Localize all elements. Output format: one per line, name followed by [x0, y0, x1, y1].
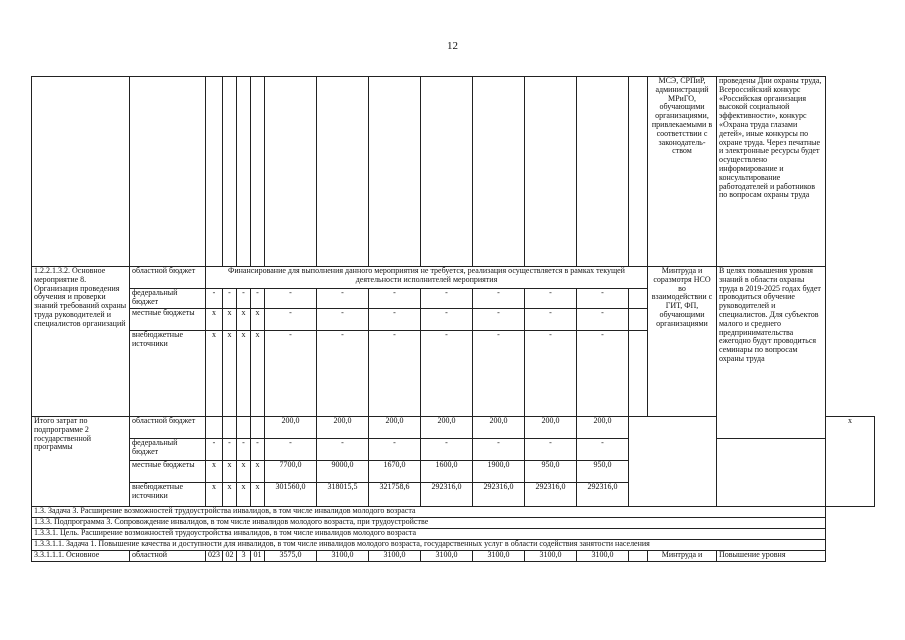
section-heading: 1.3.3. Подпрограмма 3. Сопровождение инвалидов, в том числе инвалидов молодого возраста, при трудоустройстве [32, 518, 826, 529]
value-cell: - [265, 439, 317, 461]
value-cell: 200,0 [265, 417, 317, 439]
value-cell: - [317, 331, 369, 417]
value-cell: 3100,0 [317, 551, 369, 562]
table-row [32, 461, 875, 483]
code-cell: х [223, 309, 237, 331]
value-cell: 7700,0 [265, 461, 317, 483]
value-cell: - [577, 331, 629, 417]
value-cell: 9000,0 [317, 461, 369, 483]
section-row [32, 529, 875, 540]
value-cell: - [265, 331, 317, 417]
code-cell: 3 [237, 551, 251, 562]
code-cell: х [206, 309, 223, 331]
code-cell: х [223, 483, 237, 507]
value-cell: 1600,0 [421, 461, 473, 483]
code-cell: х [251, 461, 265, 483]
code-cell: 023 [206, 551, 223, 562]
value-cell: - [421, 309, 473, 331]
value-cell: 292316,0 [577, 483, 629, 507]
section-heading: 1.3.3.1.1. Задача 1. Повышение качества и доступности для инвалидов, в том числе инвалидов молодого возраста, государственных услуг в области содействия занятости населения [32, 540, 826, 551]
code-cell: х [237, 331, 251, 417]
value-cell: 321758,6 [369, 483, 421, 507]
value-cell: - [421, 331, 473, 417]
value-cell: 200,0 [577, 417, 629, 439]
value-cell: 950,0 [525, 461, 577, 483]
financing-note: Финансирование для выполнения данного мероприятия не требуется, реализация осуществляется в рамках текущей деятельности исполнителей мероприятия [206, 267, 648, 289]
executors-cell: Минтруда и соразмотря НСО во взаимодействии с ГИТ, ФП, обучающими организациями [648, 267, 717, 417]
value-cell: - [525, 331, 577, 417]
source-cell: областной [130, 551, 206, 562]
source-cell: местные бюджеты [130, 461, 206, 483]
code-cell: х [223, 461, 237, 483]
value-cell: 1900,0 [473, 461, 525, 483]
source-cell: областной бюджет [130, 417, 206, 439]
source-cell: внебюджетные источники [130, 331, 206, 417]
value-cell: - [525, 439, 577, 461]
value-cell: - [577, 309, 629, 331]
value-cell: 3100,0 [473, 551, 525, 562]
code-cell: - [223, 439, 237, 461]
code-cell: - [223, 289, 237, 309]
source-cell: федеральный бюджет [130, 439, 206, 461]
code-cell: 02 [223, 551, 237, 562]
value-cell: 318015,5 [317, 483, 369, 507]
value-cell: - [473, 331, 525, 417]
executors-cell: МСЭ, СРПиР, администраций МРиГО, обучающими организациями, привлекаемыми в соответствии с законодатель-ством [648, 77, 717, 267]
code-cell [251, 417, 265, 439]
value-cell: - [473, 289, 525, 309]
program-table [31, 76, 875, 562]
section-heading: 1.3.3.1. Цель. Расширение возможностей трудоустройства инвалидов, в том числе инвалидов молодого возраста [32, 529, 826, 540]
value-cell: 950,0 [577, 461, 629, 483]
code-cell: х [237, 309, 251, 331]
totals-mark: х [826, 417, 875, 507]
code-cell [206, 417, 223, 439]
value-cell: - [525, 309, 577, 331]
section-row [32, 518, 875, 529]
result-cell: В целях повышения уровня знаний в области охраны труда в 2019-2025 годах будет проводиться обучение руководителей и специалистов. Для субъектов малого и среднего предпринимательства ежегодно будут проводиться семинары по вопросам охраны труда [717, 267, 826, 439]
continuation-row [32, 77, 875, 267]
measure-name: 1.2.2.1.3.2. Основное мероприятие 8. Организация проведения обучения и проверки знаний требований охраны труда руководителей и специалистов организаций [32, 267, 130, 417]
table-row [32, 551, 875, 562]
value-cell: - [577, 289, 629, 309]
value-cell: 3100,0 [525, 551, 577, 562]
value-cell: 3100,0 [421, 551, 473, 562]
result-cell: проведены Дни охраны труда, Всероссийский конкурс «Российская организация высокой социальной эффективности», конкурс «Охрана труда глазами детей», иные конкурсы по охране труда. Через печатные и электронные ресурсы будет осуществлено информирование и консультирование работодателей и работников по вопросам охраны труда [717, 77, 826, 267]
code-cell: х [237, 483, 251, 507]
table-row [32, 267, 875, 289]
value-cell: 200,0 [421, 417, 473, 439]
page-number: 12 [447, 40, 458, 52]
value-cell: - [317, 289, 369, 309]
code-cell: х [206, 461, 223, 483]
value-cell: 200,0 [525, 417, 577, 439]
value-cell: - [317, 439, 369, 461]
measure-name: 3.3.1.1.1. Основное [32, 551, 130, 562]
code-cell: х [251, 309, 265, 331]
code-cell: х [237, 461, 251, 483]
value-cell: 292316,0 [473, 483, 525, 507]
value-cell: - [421, 439, 473, 461]
value-cell: 292316,0 [525, 483, 577, 507]
code-cell: - [206, 289, 223, 309]
code-cell [237, 417, 251, 439]
value-cell: - [369, 331, 421, 417]
value-cell: 292316,0 [421, 483, 473, 507]
code-cell: - [251, 439, 265, 461]
value-cell: 200,0 [369, 417, 421, 439]
executors-cell: Минтруда и [648, 551, 717, 562]
result-cell: Повышение уровня [717, 551, 826, 562]
code-cell: х [251, 331, 265, 417]
value-cell: - [577, 439, 629, 461]
totals-name: Итого затрат по подпрограмме 2 государственной программы [32, 417, 130, 507]
source-cell: местные бюджеты [130, 309, 206, 331]
code-cell: х [206, 483, 223, 507]
section-row [32, 540, 875, 551]
source-cell: федеральный бюджет [130, 289, 206, 309]
value-cell: 3100,0 [369, 551, 421, 562]
code-cell: х [223, 331, 237, 417]
section-row [32, 507, 875, 518]
code-cell: - [206, 439, 223, 461]
value-cell: 301560,0 [265, 483, 317, 507]
value-cell: - [473, 439, 525, 461]
section-heading: 1.3. Задача 3. Расширение возможностей трудоустройства инвалидов, в том числе инвалидов молодого возраста [32, 507, 826, 518]
value-cell: - [421, 289, 473, 309]
code-cell [223, 417, 237, 439]
source-cell: внебюджетные источники [130, 483, 206, 507]
value-cell: - [369, 309, 421, 331]
value-cell: 1670,0 [369, 461, 421, 483]
value-cell: - [265, 309, 317, 331]
value-cell: 3100,0 [577, 551, 629, 562]
value-cell: - [265, 289, 317, 309]
code-cell: х [251, 483, 265, 507]
value-cell: - [369, 439, 421, 461]
value-cell: 200,0 [317, 417, 369, 439]
code-cell: - [237, 289, 251, 309]
table-row [32, 439, 875, 461]
code-cell: - [251, 289, 265, 309]
value-cell: 3575,0 [265, 551, 317, 562]
code-cell: х [206, 331, 223, 417]
value-cell: - [369, 289, 421, 309]
value-cell: 200,0 [473, 417, 525, 439]
value-cell: - [525, 289, 577, 309]
value-cell: - [317, 309, 369, 331]
table-row [32, 483, 875, 507]
source-cell: областной бюджет [130, 267, 206, 289]
code-cell: 01 [251, 551, 265, 562]
value-cell: - [473, 309, 525, 331]
code-cell: - [237, 439, 251, 461]
